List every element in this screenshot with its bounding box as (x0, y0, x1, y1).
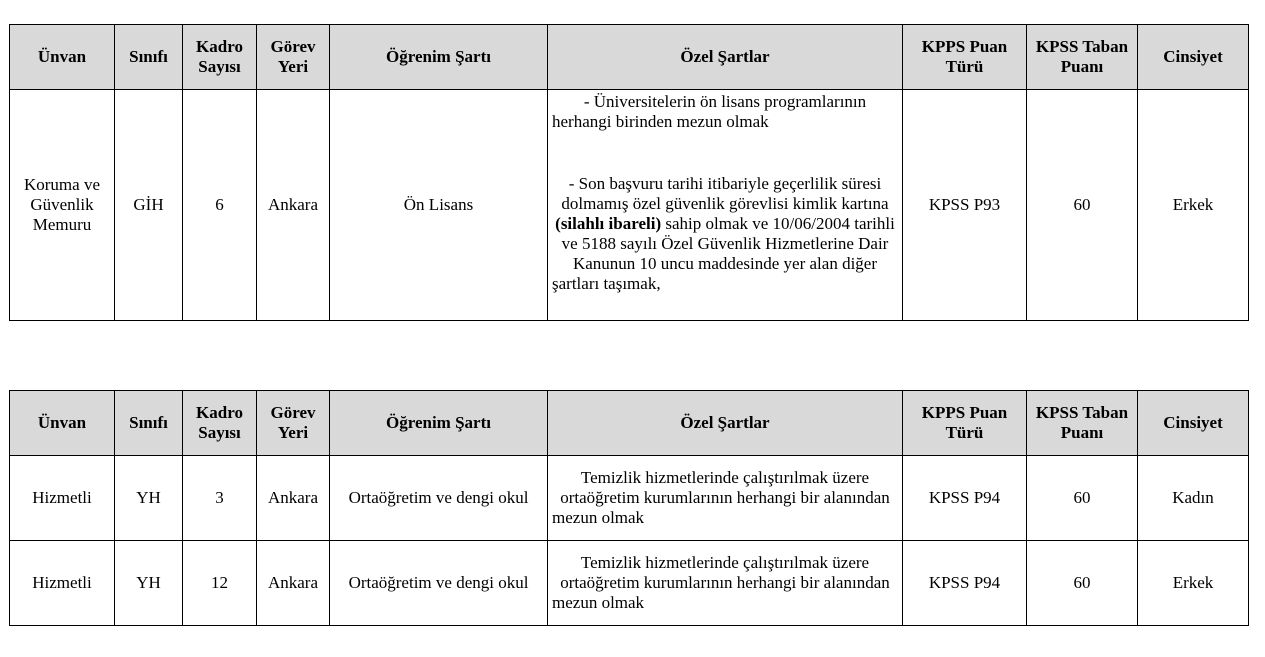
header-row (10, 25, 1249, 90)
ozel-p2-text-a: - Son başvuru tarihi itibariyle geçerlilik süresi dolmamış özel güvenlik görevlisi kimlik kartına (561, 174, 889, 213)
header-unvan: Ünvan (10, 391, 115, 456)
header-gorev: Görev Yeri (257, 391, 330, 456)
cell-ogrenim: Ortaöğretim ve dengi okul (330, 456, 548, 541)
cell-taban: 60 (1027, 456, 1138, 541)
cell-ozel: Temizlik hizmetlerinde çalıştırılmak üzere ortaöğretim kurumlarının herhangi bir alanından mezun olmak (548, 456, 903, 541)
cell-unvan: Hizmetli (10, 541, 115, 626)
job-table-security (9, 24, 1249, 321)
header-taban: KPSS Taban Puanı (1027, 391, 1138, 456)
header-cinsiyet: Cinsiyet (1138, 25, 1249, 90)
ozel-paragraph-1: - Üniversitelerin ön lisans programlarının herhangi birinden mezun olmak (552, 92, 867, 131)
cell-ozel (548, 90, 903, 321)
cell-gorev: Ankara (257, 456, 330, 541)
cell-kadro: 6 (183, 90, 257, 321)
header-ozel: Özel Şartlar (548, 391, 903, 456)
table-row (10, 90, 1249, 321)
header-ogrenim: Öğrenim Şartı (330, 391, 548, 456)
cell-ogrenim: Ön Lisans (330, 90, 548, 321)
job-table-hizmetli (9, 390, 1249, 626)
cell-cinsiyet: Erkek (1138, 541, 1249, 626)
cell-gorev: Ankara (257, 90, 330, 321)
table-row (10, 456, 1249, 541)
header-sinifi: Sınıfı (115, 25, 183, 90)
cell-gorev: Ankara (257, 541, 330, 626)
cell-unvan: Koruma ve Güvenlik Memuru (10, 90, 115, 321)
cell-unvan: Hizmetli (10, 456, 115, 541)
header-puan-turu: KPPS Puan Türü (903, 25, 1027, 90)
cell-cinsiyet: Erkek (1138, 90, 1249, 321)
table-row (10, 541, 1249, 626)
cell-ogrenim: Ortaöğretim ve dengi okul (330, 541, 548, 626)
ozel-p2-text-b: sahip olmak ve 10/06/2004 tarihli ve 5188 sayılı Özel Güvenlik Hizmetlerine Dair Kanunun 10 uncu maddesinde yer alan diğer şartları taşımak, (552, 214, 895, 293)
ozel-p2-bold: (silahlı ibareli) (555, 214, 662, 233)
header-puan-turu: KPPS Puan Türü (903, 391, 1027, 456)
cell-ozel: Temizlik hizmetlerinde çalıştırılmak üzere ortaöğretim kurumlarının herhangi bir alanından mezun olmak (548, 541, 903, 626)
header-sinifi: Sınıfı (115, 391, 183, 456)
cell-cinsiyet: Kadın (1138, 456, 1249, 541)
header-gorev: Görev Yeri (257, 25, 330, 90)
header-ozel: Özel Şartlar (548, 25, 903, 90)
cell-puan-turu: KPSS P93 (903, 90, 1027, 321)
cell-puan-turu: KPSS P94 (903, 456, 1027, 541)
cell-sinifi: YH (115, 541, 183, 626)
cell-sinifi: GİH (115, 90, 183, 321)
cell-taban: 60 (1027, 90, 1138, 321)
header-kadro: Kadro Sayısı (183, 25, 257, 90)
ozel-paragraph-2 (552, 174, 898, 294)
header-row (10, 391, 1249, 456)
cell-taban: 60 (1027, 541, 1138, 626)
cell-kadro: 3 (183, 456, 257, 541)
header-unvan: Ünvan (10, 25, 115, 90)
cell-puan-turu: KPSS P94 (903, 541, 1027, 626)
header-cinsiyet: Cinsiyet (1138, 391, 1249, 456)
cell-kadro: 12 (183, 541, 257, 626)
header-kadro: Kadro Sayısı (183, 391, 257, 456)
cell-sinifi: YH (115, 456, 183, 541)
header-ogrenim: Öğrenim Şartı (330, 25, 548, 90)
header-taban: KPSS Taban Puanı (1027, 25, 1138, 90)
